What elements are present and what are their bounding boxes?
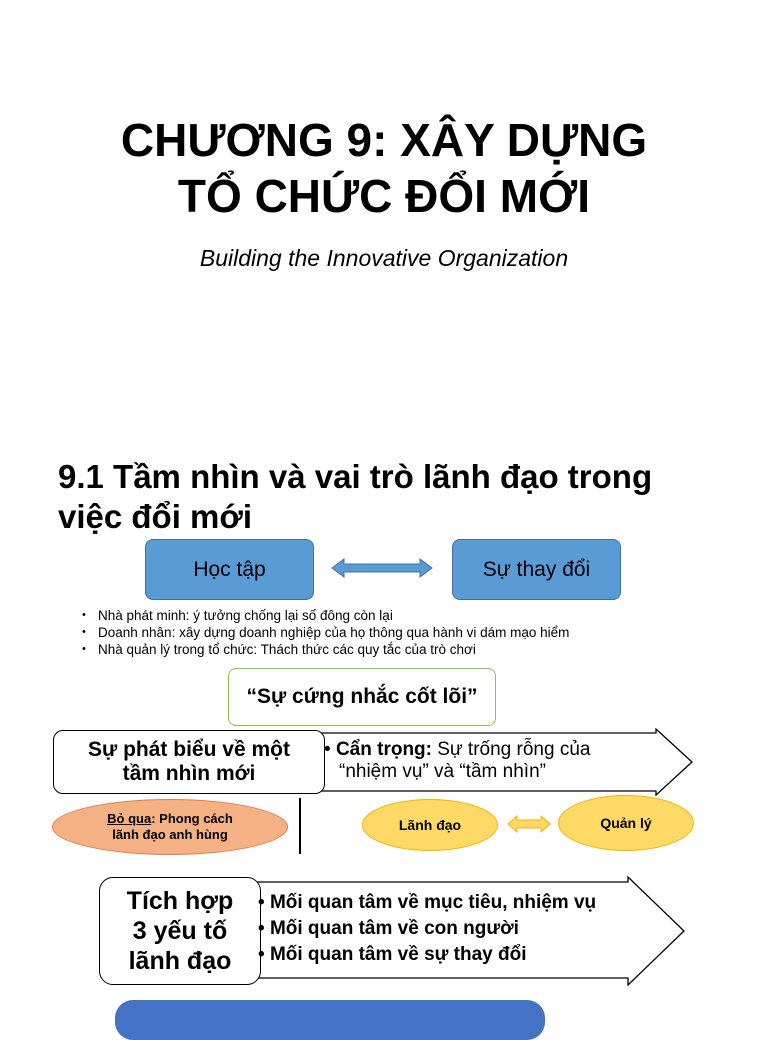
integrate-line3: lãnh đạo (128, 947, 232, 975)
role-bullet: • Nhà quản lý trong tổ chức: Thách thức các quy tắc của trò chơi (82, 641, 569, 658)
slide-title (0, 112, 768, 224)
manager-ellipse: Quản lý (558, 795, 694, 851)
caution-body: Sự trống rỗng của (431, 739, 591, 760)
leader-ellipse: Lãnh đạo (362, 799, 498, 851)
integrate-line2: 3 yếu tố (132, 917, 228, 945)
caution-label: Cẩn trọng: (335, 739, 432, 760)
concern-item: • Mối quan tâm về sự thay đổi (258, 942, 596, 968)
vision-statement-line1: Sự phát biểu về một (88, 738, 290, 761)
concern-item: • Mối quan tâm về mục tiêu, nhiệm vụ (258, 890, 596, 916)
learning-box: Học tập (145, 539, 314, 600)
role-bullet: • Doanh nhân: xây dựng doanh nghiệp của họ thông qua hành vi dám mạo hiểm (82, 624, 569, 641)
section-heading-line2: việc đổi mới (58, 498, 253, 535)
bottom-blue-bar (115, 1000, 545, 1040)
section-heading-line1: 9.1 Tầm nhìn và vai trò lãnh đạo trong (58, 458, 653, 495)
ignore-text: : Phong cách (151, 811, 233, 826)
integrate-line1: Tích hợp (126, 887, 234, 915)
vision-statement-line2: tầm nhìn mới (122, 762, 256, 785)
change-box: Sự thay đổi (452, 539, 621, 600)
slide-subtitle: Building the Innovative Organization (199, 245, 569, 271)
concerns-list (258, 890, 596, 968)
section-heading (58, 457, 748, 537)
role-bullet: • Nhà phát minh: ý tưởng chống lại số đông còn lại (82, 607, 569, 624)
role-bullet-list (82, 607, 569, 658)
core-rigidity-box: “Sự cứng nhắc cốt lõi” (228, 668, 496, 726)
vertical-divider (299, 798, 301, 854)
slide-title-line1: CHƯƠNG 9: XÂY DỰNG (120, 114, 648, 166)
concern-item: • Mối quan tâm về con người (258, 916, 596, 942)
double-arrow-icon (330, 556, 434, 580)
integrate-box (99, 877, 261, 985)
double-arrow-icon (507, 815, 551, 833)
caution-line2: “nhiệm vụ” và “tầm nhìn” (339, 761, 546, 782)
caution-text: • Cẩn trọng: Sự trống rỗng của “nhiệm vụ” và “tầm nhìn” (324, 739, 591, 782)
vision-statement-box (53, 730, 325, 794)
ignore-ellipse (52, 799, 288, 855)
ignore-label: Bỏ qua (107, 811, 152, 826)
slide-title-line2: TỔ CHỨC ĐỔI MỚI (177, 170, 591, 222)
ignore-line2: lãnh đạo anh hùng (112, 827, 228, 842)
